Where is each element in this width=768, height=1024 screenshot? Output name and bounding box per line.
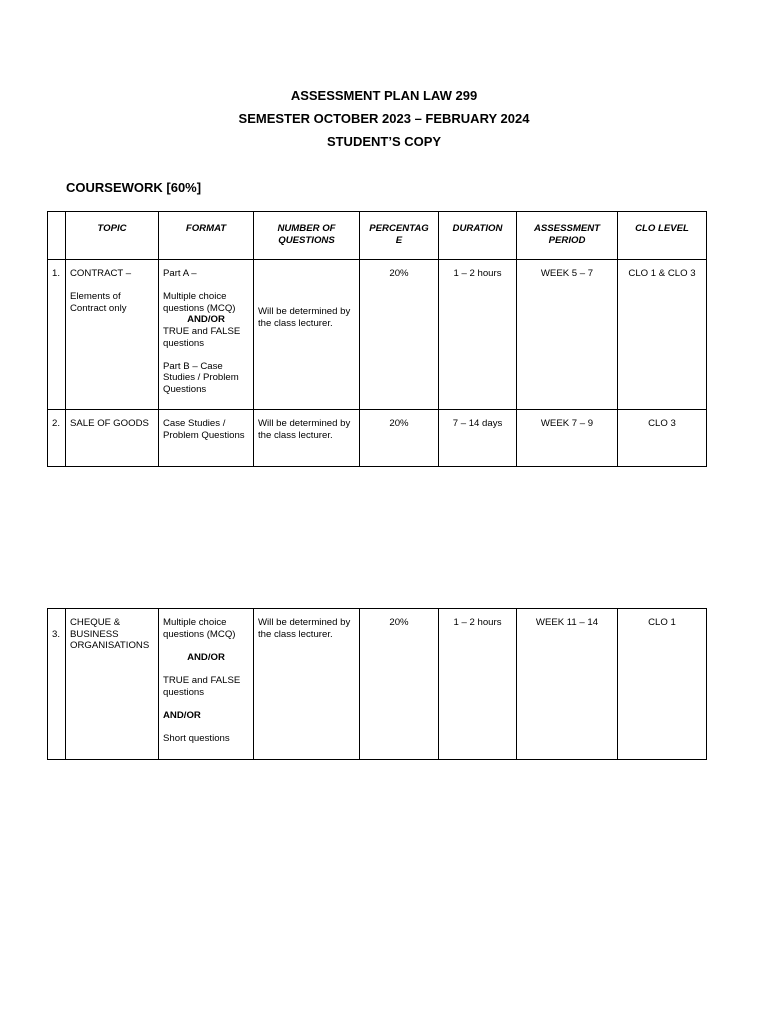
header-percentage-line1: PERCENTAG bbox=[369, 223, 429, 234]
header-topic: TOPIC bbox=[66, 212, 159, 260]
row-percentage: 20% bbox=[360, 260, 439, 410]
row-number-text: 3. bbox=[52, 629, 61, 640]
header-format: FORMAT bbox=[159, 212, 254, 260]
row-questions: Will be determined by the class lecturer. bbox=[254, 609, 360, 760]
format-true-false: TRUE and FALSE questions bbox=[163, 674, 241, 698]
row-questions bbox=[254, 260, 360, 410]
assessment-table-part2 bbox=[47, 608, 707, 760]
header-percentage-line2: E bbox=[395, 234, 403, 246]
row-clo: CLO 1 bbox=[618, 609, 707, 760]
row-duration: 1 – 2 hours bbox=[439, 609, 517, 760]
row-duration: 7 – 14 days bbox=[439, 410, 517, 467]
row-number: 1. bbox=[48, 260, 66, 410]
header-assessment-line1: ASSESSMENT bbox=[533, 223, 601, 234]
coursework-heading: COURSEWORK [60%] bbox=[66, 180, 202, 195]
row-topic: SALE OF GOODS bbox=[66, 410, 159, 467]
topic-title: CONTRACT – bbox=[70, 268, 132, 279]
format-mcq: Multiple choice questions (MCQ) bbox=[163, 617, 236, 640]
row-topic bbox=[66, 260, 159, 410]
header-number-of-questions bbox=[254, 212, 360, 260]
row-format bbox=[159, 609, 254, 760]
row-number: 2. bbox=[48, 410, 66, 467]
header-percentage bbox=[360, 212, 439, 260]
header-number-of-line2: QUESTIONS bbox=[278, 234, 335, 246]
assessment-table-part1 bbox=[47, 211, 707, 467]
header-clo-level: CLO LEVEL bbox=[618, 212, 707, 260]
row-format: Case Studies / Problem Questions bbox=[159, 410, 254, 467]
row-period: WEEK 5 – 7 bbox=[517, 260, 618, 410]
row-percentage: 20% bbox=[360, 609, 439, 760]
format-andor: AND/OR bbox=[187, 651, 225, 663]
table-row bbox=[48, 260, 707, 410]
table-row bbox=[48, 410, 707, 467]
row-topic: CHEQUE & BUSINESS ORGANISATIONS bbox=[66, 609, 159, 760]
copy-type-line: STUDENT’S COPY bbox=[326, 134, 442, 149]
row-clo: CLO 1 & CLO 3 bbox=[618, 260, 707, 410]
topic-subtitle: Elements of Contract only bbox=[70, 291, 127, 314]
format-andor: AND/OR bbox=[187, 314, 225, 326]
format-mcq: Multiple choice questions (MCQ) bbox=[163, 291, 236, 314]
table-row bbox=[48, 609, 707, 760]
header-number-of-line1: NUMBER OF bbox=[277, 223, 336, 234]
format-part-b: Part B – Case Studies / Problem Questions bbox=[163, 360, 239, 395]
format-andor-2: AND/OR bbox=[163, 709, 201, 721]
document-title: ASSESSMENT PLAN LAW 299 bbox=[290, 88, 478, 103]
row-percentage: 20% bbox=[360, 410, 439, 467]
row-period: WEEK 7 – 9 bbox=[517, 410, 618, 467]
format-part-a: Part A – bbox=[163, 268, 197, 279]
row-format bbox=[159, 260, 254, 410]
row-period: WEEK 11 – 14 bbox=[517, 609, 618, 760]
format-short-questions: Short questions bbox=[163, 732, 230, 744]
semester-line: SEMESTER OCTOBER 2023 – FEBRUARY 2024 bbox=[238, 111, 530, 126]
format-true-false: TRUE and FALSE questions bbox=[163, 325, 241, 349]
row-duration: 1 – 2 hours bbox=[439, 260, 517, 410]
table-header-row bbox=[48, 212, 707, 260]
header-assessment-line2: PERIOD bbox=[548, 234, 586, 246]
header-duration: DURATION bbox=[439, 212, 517, 260]
row-questions: Will be determined by the class lecturer. bbox=[254, 410, 360, 467]
questions-text: Will be determined by the class lecturer. bbox=[258, 306, 351, 329]
header-assessment-period bbox=[517, 212, 618, 260]
row-number bbox=[48, 609, 66, 760]
header-number bbox=[48, 212, 66, 260]
row-clo: CLO 3 bbox=[618, 410, 707, 467]
